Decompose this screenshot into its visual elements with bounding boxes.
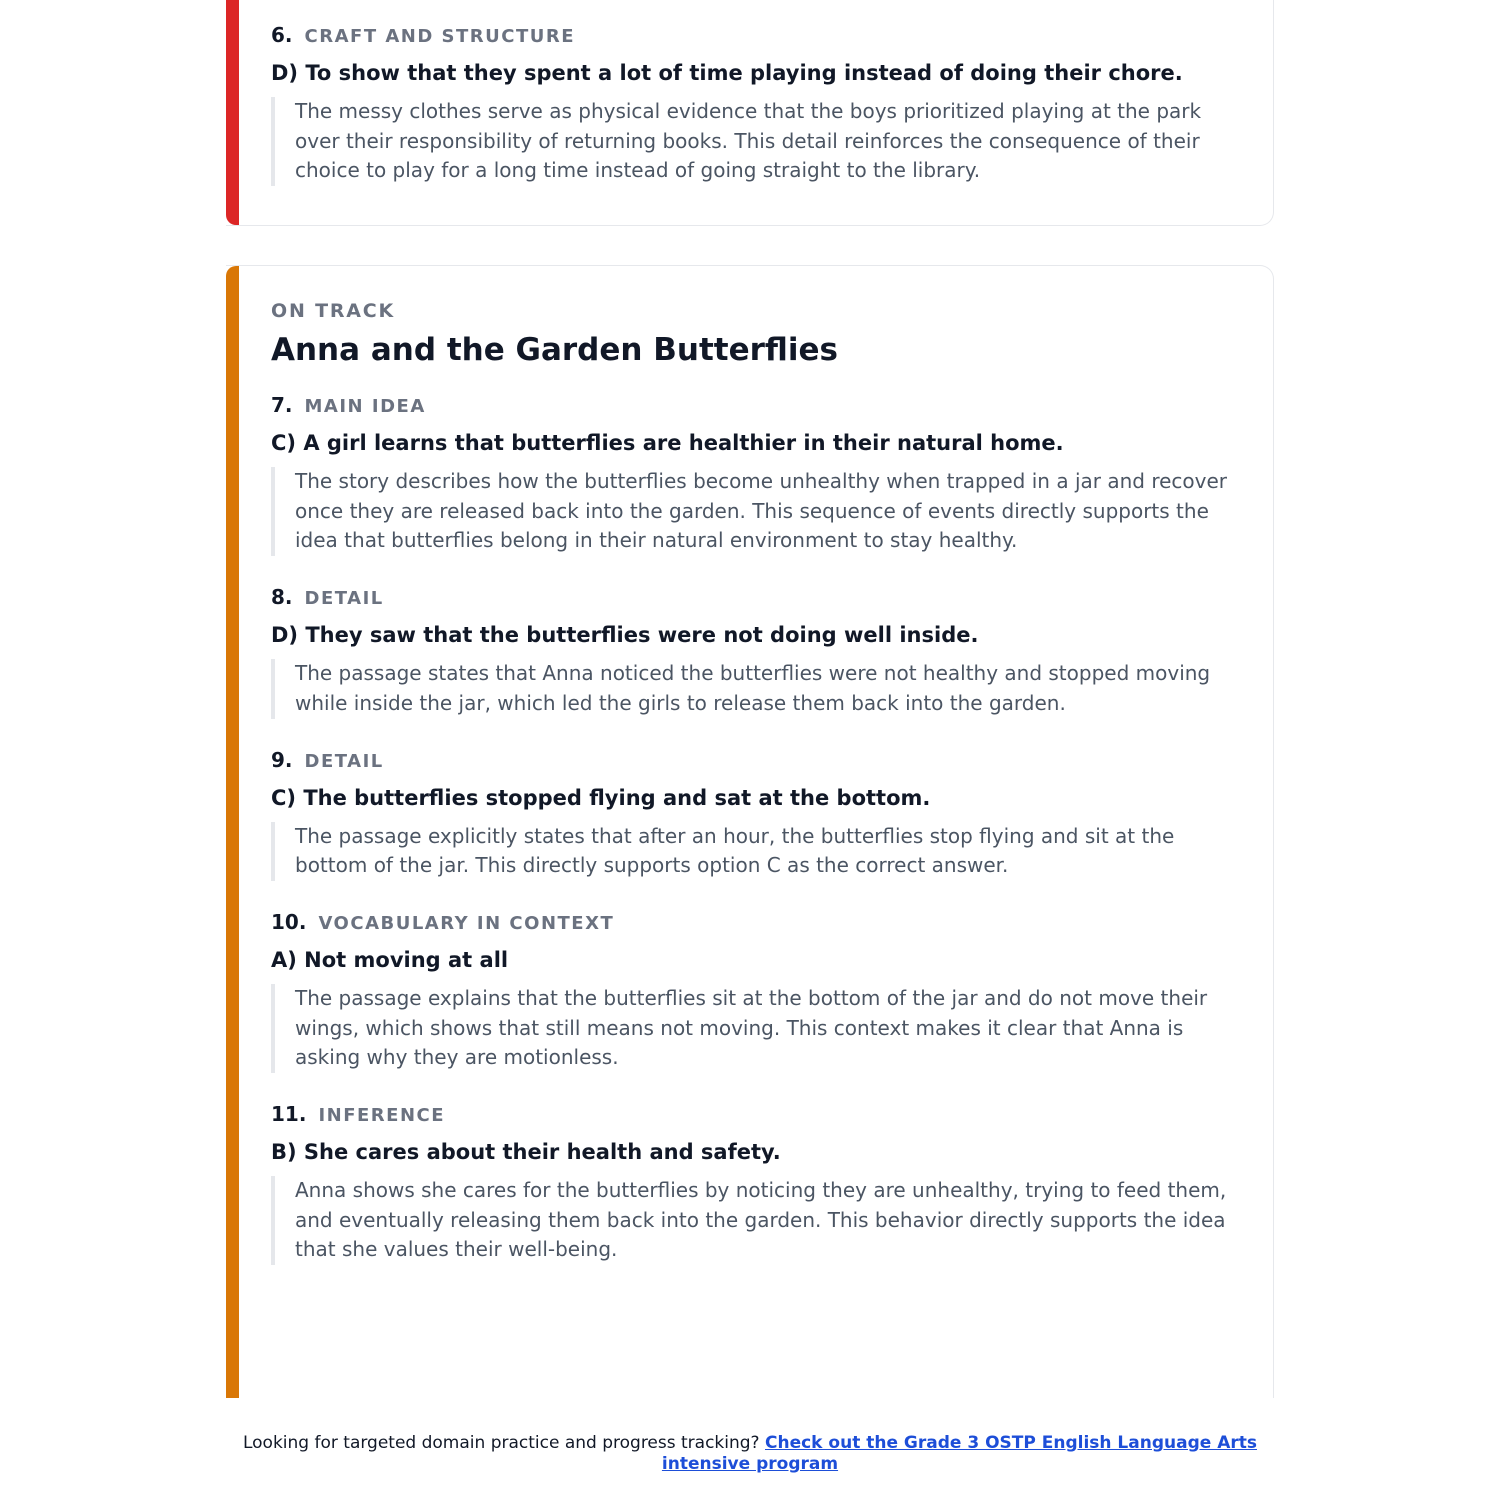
program-link[interactable]: Check out the Grade 3 OSTP English Language Arts intensive program [661, 1433, 1257, 1474]
question-item [271, 747, 1241, 881]
question-explanation: The passage explains that the butterflies sit at the bottom of the jar and do not move their wings, which shows that still means not moving. This context makes it clear that Anna is asking why they are motionless. [271, 984, 1241, 1073]
question-header [271, 909, 1241, 935]
footer-text: Looking for targeted domain practice and progress tracking? [242, 1433, 760, 1453]
question-item [271, 22, 1241, 186]
card-accent-bar [226, 266, 239, 1398]
footer-promo [226, 1433, 1274, 1475]
question-header [271, 747, 1241, 773]
question-explanation: The passage explicitly states that after an hour, the butterflies stop flying and sit at the bottom of the jar. This directly supports option C as the correct answer. [271, 822, 1241, 881]
question-header [271, 1101, 1241, 1127]
question-number: 7. [271, 393, 293, 417]
question-header [271, 22, 1241, 48]
question-number: 8. [271, 585, 293, 610]
previous-passage-card [226, 0, 1274, 226]
question-answer: D) To show that they spent a lot of time playing instead of doing their chore. [271, 61, 1183, 85]
question-answer: C) A girl learns that butterflies are healthier in their natural home. [271, 431, 1064, 455]
question-item [271, 1101, 1241, 1265]
question-skill: VOCABULARY IN CONTEXT [318, 912, 615, 934]
question-number: 11. [271, 1102, 307, 1127]
question-explanation: The messy clothes serve as physical evidence that the boys prioritized playing at the park over their responsibility of returning books. This detail reinforces the consequence of their choice to play for a long time instead of going straight to the library. [271, 97, 1241, 186]
question-number: 9. [271, 747, 293, 772]
question-item [271, 584, 1241, 718]
question-header [271, 584, 1241, 610]
question-skill: INFERENCE [318, 1105, 446, 1127]
card-accent-bar [226, 0, 239, 225]
question-answer: A) Not moving at all [271, 947, 509, 972]
question-skill: CRAFT AND STRUCTURE [304, 26, 576, 47]
question-explanation: The passage states that Anna noticed the butterflies were not healthy and stopped moving while inside the jar, which led the girls to release them back into the garden. [271, 659, 1241, 718]
card-content [271, 298, 1241, 1293]
question-answer: B) She cares about their health and safety. [271, 1140, 781, 1165]
question-answer: D) They saw that the butterflies were not doing well inside. [271, 623, 979, 648]
question-item [271, 909, 1241, 1073]
question-explanation: Anna shows she cares for the butterflies by noticing they are unhealthy, trying to feed them, and eventually releasing them back into the garden. This behavior directly supports the idea that she values their well-being. [271, 1176, 1241, 1265]
question-skill: DETAIL [304, 588, 384, 610]
question-header [271, 392, 1241, 418]
question-skill: DETAIL [304, 750, 384, 772]
question-number: 10. [271, 909, 307, 934]
question-explanation: The story describes how the butterflies become unhealthy when trapped in a jar and recover once they are released back into the garden. This sequence of events directly supports the idea that butterflies belong in their natural environment to stay healthy. [271, 467, 1241, 556]
passage-card [226, 265, 1274, 1398]
question-skill: MAIN IDEA [304, 396, 426, 417]
passage-level-label: ON TRACK [271, 300, 396, 322]
question-answer: C) The butterflies stopped flying and sat at the bottom. [271, 785, 931, 810]
question-number: 6. [271, 23, 293, 47]
passage-title: Anna and the Garden Butterflies [271, 332, 838, 368]
question-item [271, 392, 1241, 556]
card-content [271, 22, 1241, 214]
